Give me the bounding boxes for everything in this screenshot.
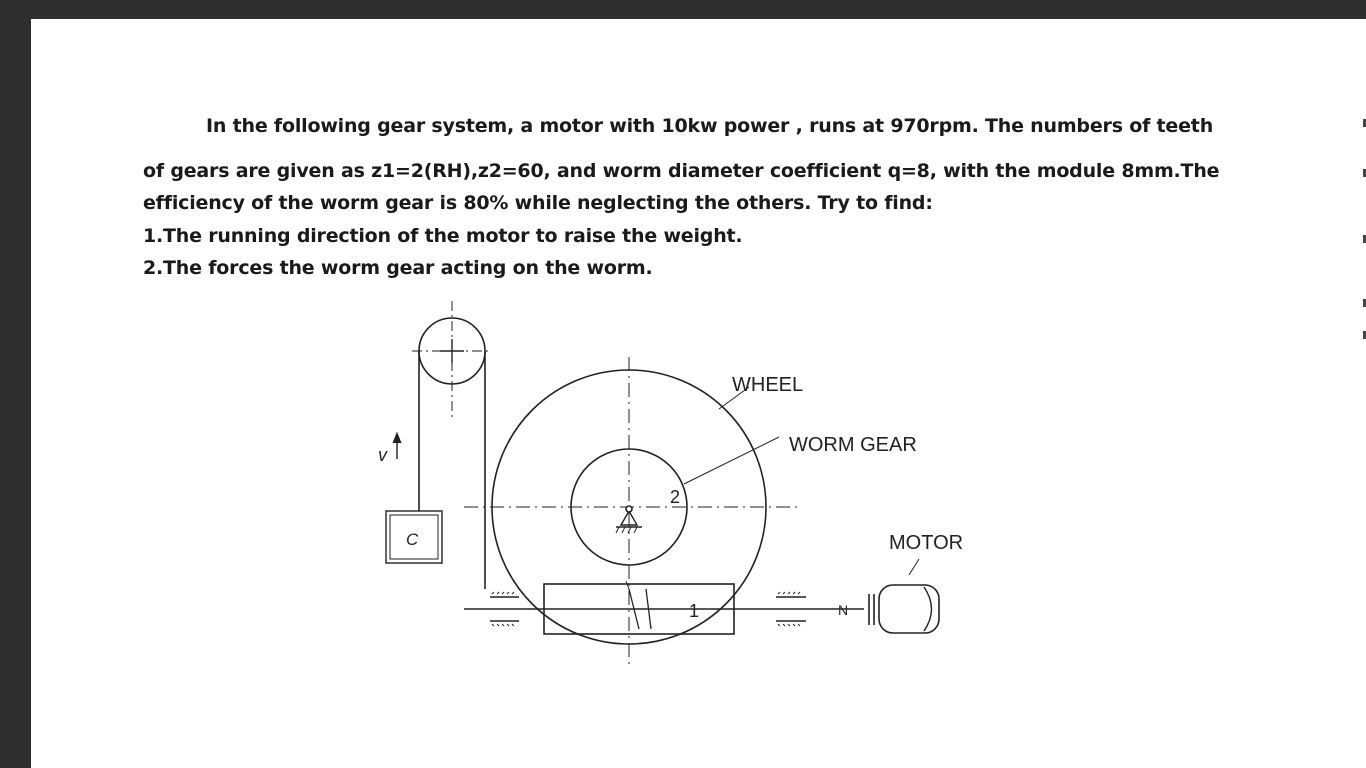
worm-1-label: 1 xyxy=(689,601,700,621)
wheel-label: WHEEL xyxy=(732,374,804,396)
worm-gear-label: WORM GEAR xyxy=(789,434,917,456)
velocity-label: v xyxy=(378,445,387,465)
document-page xyxy=(31,19,1366,768)
problem-line-4: 1.The running direction of the motor to raise the weight. xyxy=(143,225,743,247)
gear-2-label: 2 xyxy=(670,487,681,507)
direction-marker-label: N xyxy=(838,602,849,618)
problem-line-5: 2.The forces the worm gear acting on the worm. xyxy=(143,257,653,279)
problem-line-2: of gears are given as z1=2(RH),z2=60, and worm diameter coefficient q=8, with the module 8mm.The xyxy=(143,160,1220,182)
weight-label: C xyxy=(406,530,419,549)
motor-body xyxy=(879,585,939,633)
cut-off-text-marks xyxy=(1362,119,1366,379)
motor-label: MOTOR xyxy=(889,532,964,554)
gear-system-diagram xyxy=(364,289,964,667)
problem-line-1: In the following gear system, a motor with 10kw power , runs at 970rpm. The numbers of teeth xyxy=(206,115,1214,137)
problem-line-3: efficiency of the worm gear is 80% while neglecting the others. Try to find: xyxy=(143,192,933,214)
